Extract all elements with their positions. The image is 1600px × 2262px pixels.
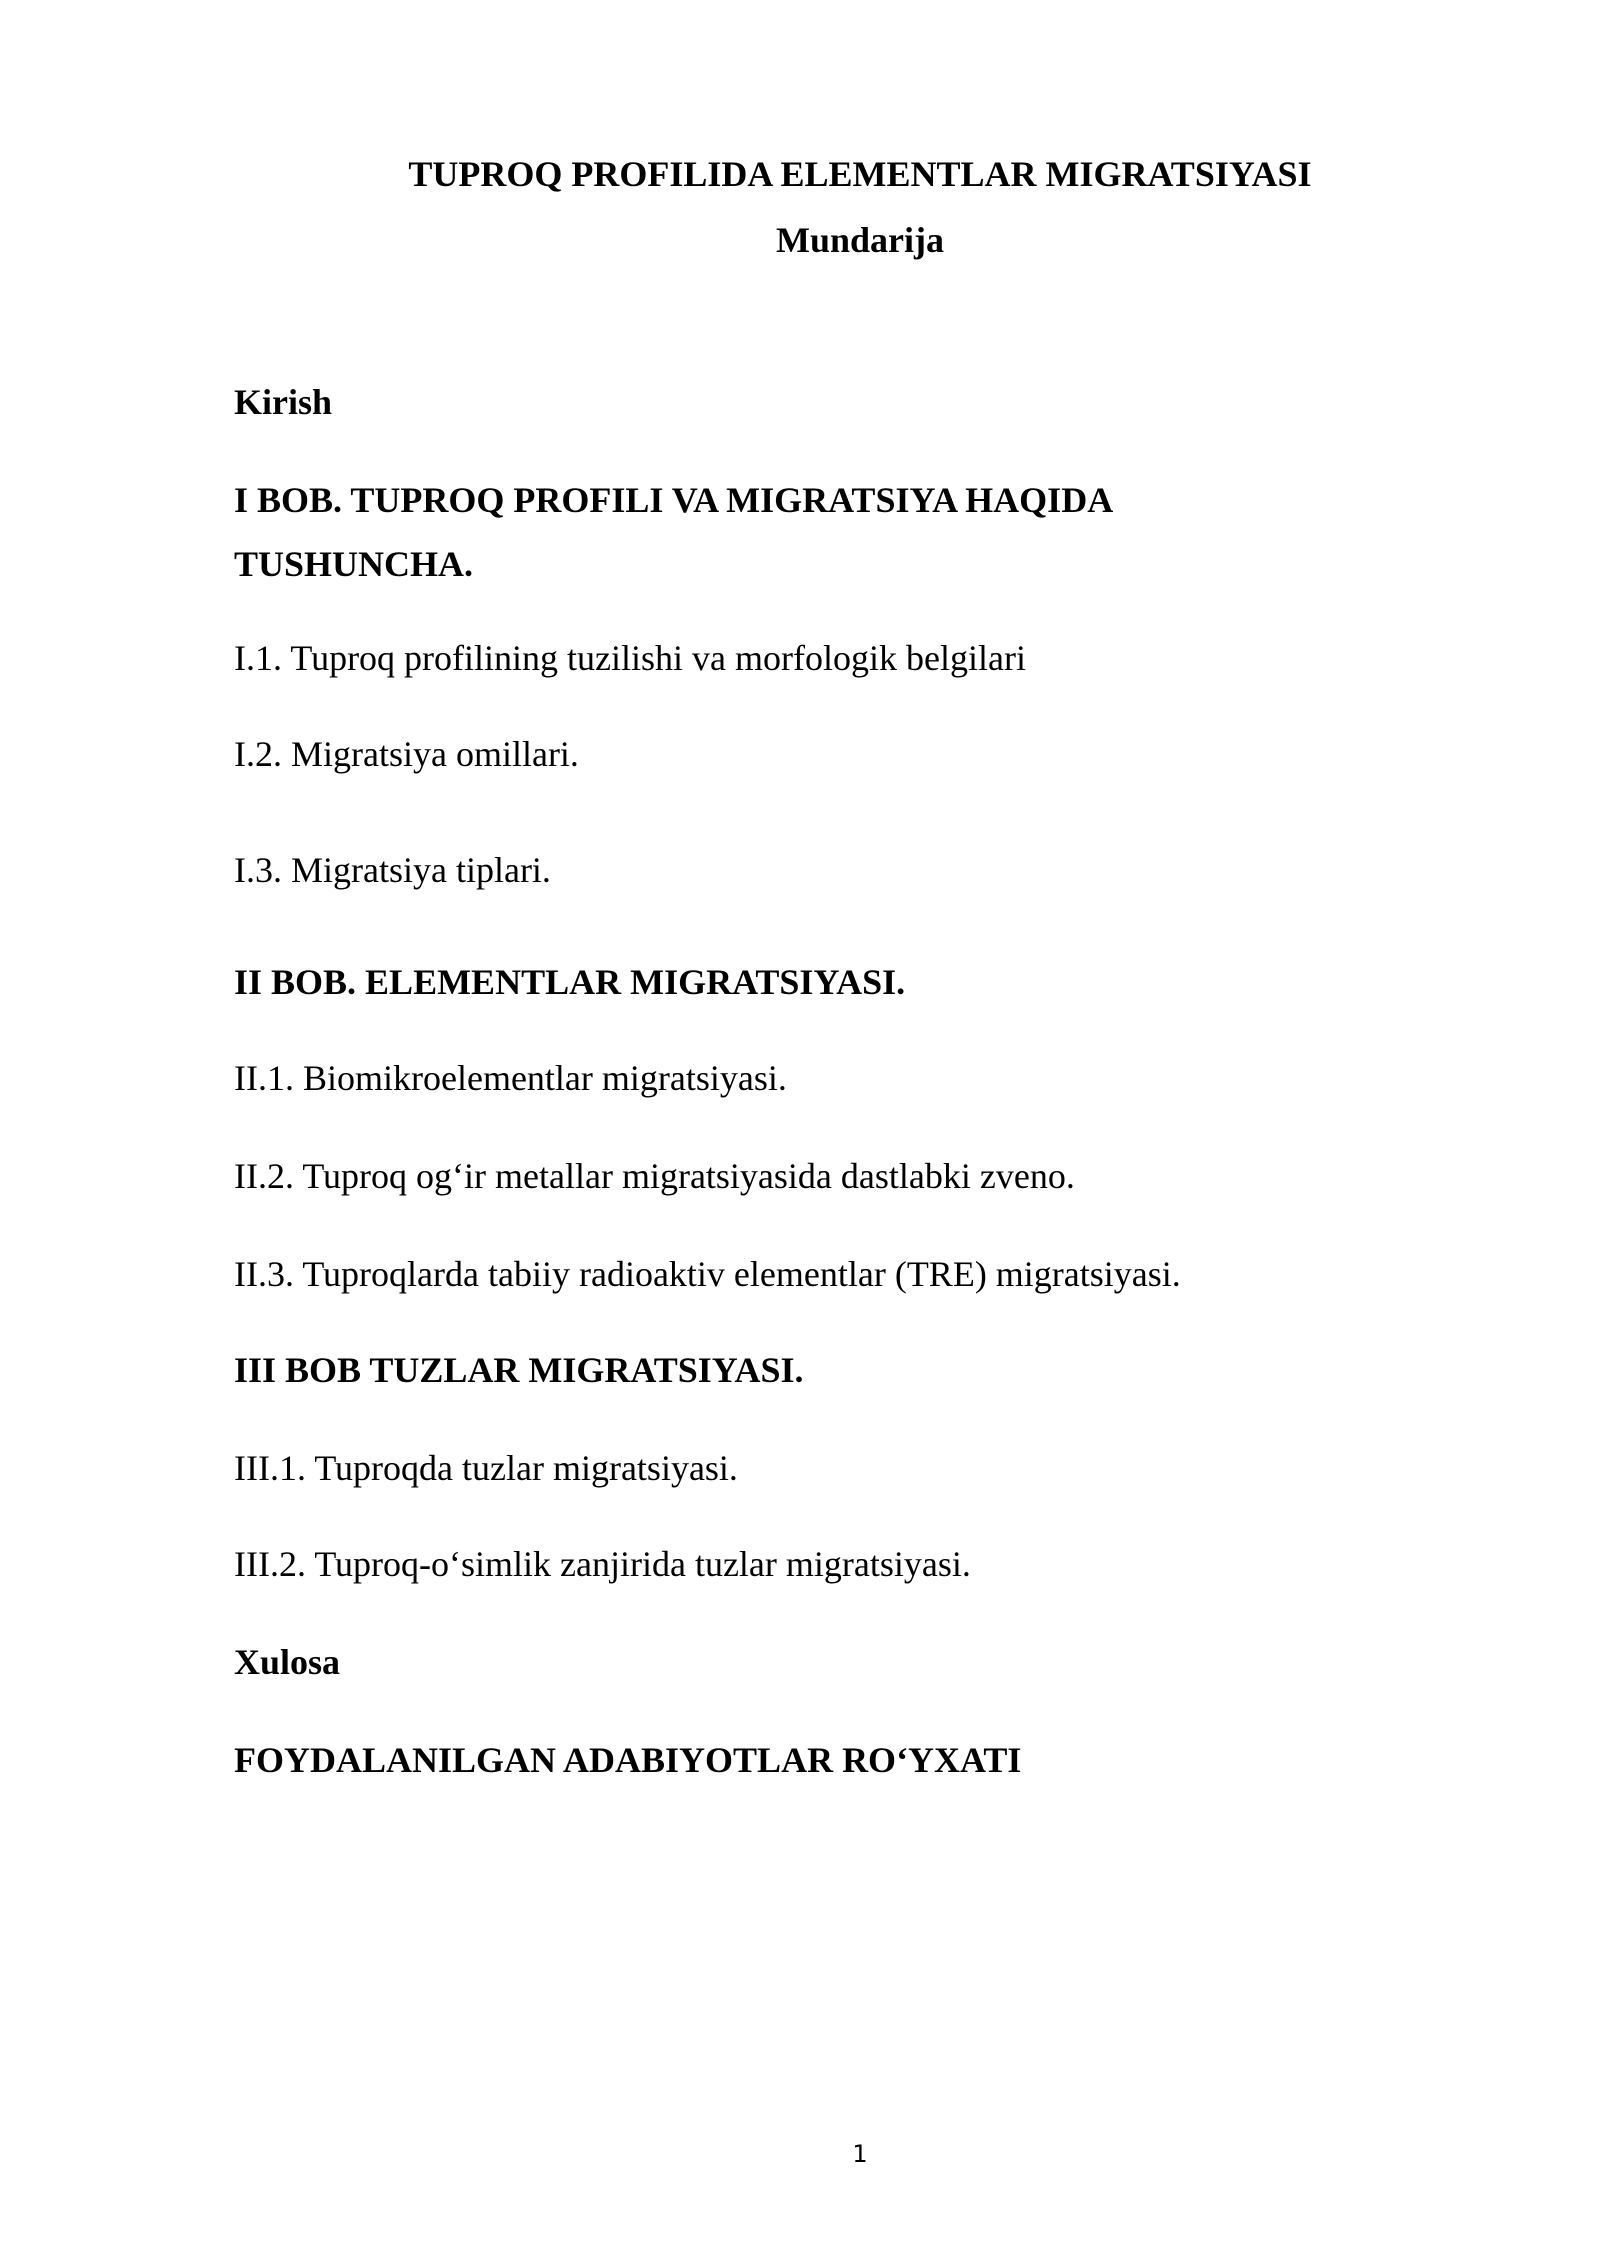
toc-entry-chapter-3: III BOB TUZLAR MIGRATSIYASI.	[234, 1350, 804, 1390]
toc-entry-conclusion: Xulosa	[234, 1642, 341, 1682]
toc-entry-section-2-3: II.3. Tuproqlarda tabiiy radioaktiv elementlar (TRE) migratsiyasi.	[234, 1254, 1181, 1294]
toc-entry-references: FOYDALANILGAN ADABIYOTLAR RO‘YXATI	[234, 1740, 1022, 1780]
toc-entry-section-1-1: I.1. Tuproq profilining tuzilishi va morfologik belgilari	[234, 638, 1026, 678]
toc-entry-chapter-1: I BOB. TUPROQ PROFILI VA MIGRATSIYA HAQIDA TUSHUNCHA.	[234, 480, 1112, 584]
toc-entry-section-1-2: I.2. Migratsiya omillari.	[234, 734, 579, 774]
page-number: 1	[852, 2140, 868, 2168]
toc-entry-section-1-3: I.3. Migratsiya tiplari.	[234, 850, 551, 890]
toc-entry-section-2-1: II.1. Biomikroelementlar migratsiyasi.	[234, 1058, 787, 1098]
toc-entry-section-3-2: III.2. Tuproq-o‘simlik zanjirida tuzlar migratsiyasi.	[234, 1544, 971, 1584]
toc-heading: Mundarija	[775, 220, 944, 260]
document-title: TUPROQ PROFILIDA ELEMENTLAR MIGRATSIYASI	[408, 154, 1312, 194]
toc-entry-intro: Kirish	[234, 382, 333, 422]
toc-entry-section-3-1: III.1. Tuproqda tuzlar migratsiyasi.	[234, 1448, 738, 1488]
toc-entry-section-2-2: II.2. Tuproq og‘ir metallar migratsiyasida dastlabki zveno.	[234, 1156, 1075, 1196]
toc-entry-chapter-2: II BOB. ELEMENTLAR MIGRATSIYASI.	[234, 962, 906, 1002]
